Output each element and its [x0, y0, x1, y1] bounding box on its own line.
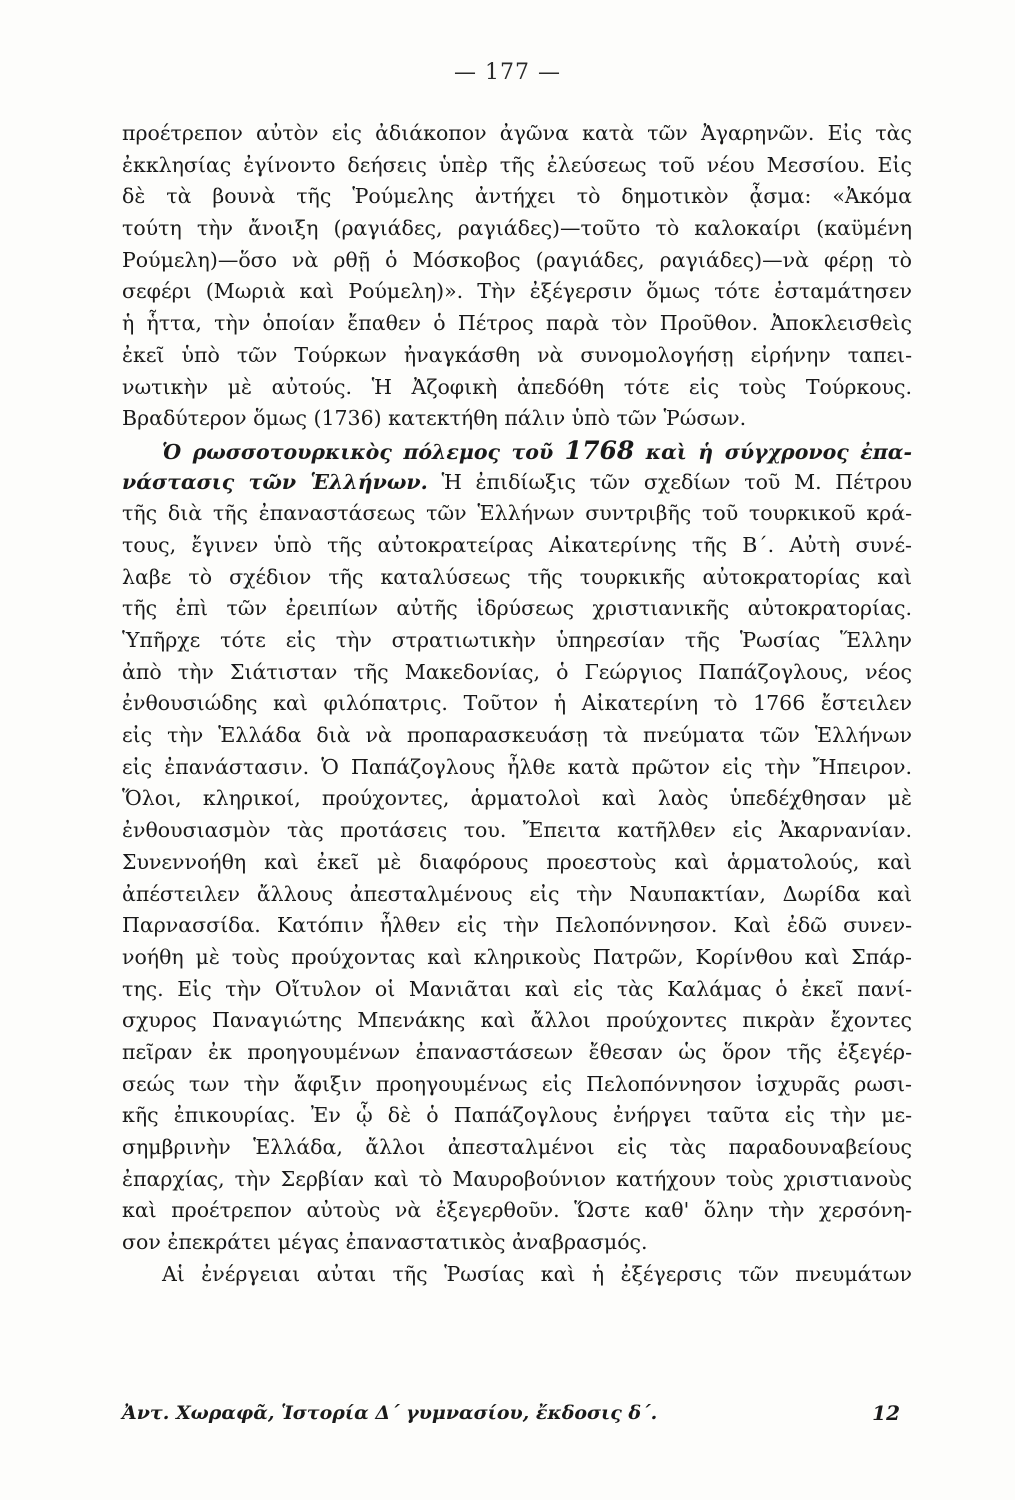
text-line: τῆς ἐπὶ τῶν ἐρειπίων αὐτῆς ἱδρύσεως χριστιανικῆς αὐτοκρατορίας.	[122, 596, 912, 621]
text-line: πεῖραν ἐκ προηγουμένων ἐπαναστάσεων ἔθεσαν ὡς ὅρον τῆς ἐξεγέρ-	[122, 1039, 912, 1064]
text-line: σεφέρι (Μωριὰ καὶ Ρούμελη)». Τὴν ἐξέγερσιν ὅμως τότε ἐσταμάτησεν	[122, 279, 912, 304]
section-heading	[162, 435, 912, 465]
text-line: καὶ προέτρεπον αὐτοὺς νὰ ἐξεγερθοῦν. Ὥστε καθ' ὅλην τὴν χερσόνη-	[122, 1198, 912, 1223]
section-heading-part: Ὁ ρωσσοτουρκικὸς πόλεμος τοῦ	[162, 439, 565, 464]
text-line: εἰς ἐπανάστασιν. Ὁ Παπάζογλους ἦλθε κατὰ πρῶτον εἰς τὴν Ἤπειρον.	[122, 754, 912, 779]
text-line: ἐνθουσιασμὸν τὰς προτάσεις του. Ἔπειτα κατῆλθεν εἰς Ἀκαρνανίαν.	[122, 818, 912, 843]
text-line: σημβρινὴν Ἑλλάδα, ἄλλοι ἀπεσταλμένοι εἰς τὰς παραδουναβείους	[122, 1135, 912, 1159]
text-line: ἐνθουσιώδης καὶ φιλόπατρις. Τοῦτον ἡ Αἰκατερίνη τὸ 1766 ἔστειλεν	[122, 691, 912, 716]
text-line: νωτικὴν μὲ αὐτούς. Ἡ Ἀζοφικὴ ἀπεδόθη τότε εἰς τοὺς Τούρκους.	[122, 374, 912, 399]
text-line: Αἱ ἐνέργειαι αὐται τῆς Ῥωσίας καὶ ἡ ἐξέγερσις τῶν πνευμάτων	[162, 1261, 912, 1286]
text-line: νοήθη μὲ τοὺς προύχοντας καὶ κληρικοὺς Πατρῶν, Κορίνθου καὶ Σπάρ-	[122, 944, 912, 969]
section-heading-end: νάστασις τῶν Ἑλλήνων.	[122, 469, 428, 494]
text-line: ἐκκλησίας ἐγίνοντο δεήσεις ὑπὲρ τῆς ἐλεύσεως τοῦ νέου Μεσσίου. Εἰς	[122, 152, 912, 177]
text-line: Παρνασσίδα. Κατόπιν ἦλθεν εἰς τὴν Πελοπόννησον. Καὶ ἐδῶ συνεν-	[122, 913, 912, 938]
text-line: Βραδύτερον ὅμως (1736) κατεκτήθη πάλιν ὑπὸ τῶν Ῥώσων.	[122, 406, 747, 431]
footer-citation: Ἀντ. Χωραφᾶ, Ἱστορία Δ΄ γυμνασίου, ἔκδοσις δ΄.	[122, 1402, 658, 1424]
text-line: Συνεννοήθη καὶ ἐκεῖ μὲ διαφόρους προεστοὺς καὶ ἁρματολούς, καὶ	[122, 849, 912, 874]
text-line: δὲ τὰ βουνὰ τῆς Ῥούμελης ἀντήχει τὸ δημοτικὸν ᾆσμα: «Ἀκόμα	[122, 184, 912, 209]
text-line: Ὑπῆρχε τότε εἰς τὴν στρατιωτικὴν ὑπηρεσίαν τῆς Ῥωσίας Ἕλλην	[122, 628, 912, 652]
body-text	[122, 118, 912, 1290]
text-line: ἐπαρχίας, τὴν Σερβίαν καὶ τὸ Μαυροβούνιον κατήχουν τοὺς χριστιανοὺς	[122, 1166, 912, 1191]
text-line: τους, ἔγινεν ὑπὸ τῆς αὐτοκρατείρας Αἰκατερίνης τῆς Β΄. Αὐτὴ συνέ-	[122, 532, 912, 557]
text-line: ἀπὸ τὴν Σιάτισταν τῆς Μακεδονίας, ὁ Γεώργιος Παπάζογλους, νέος	[122, 659, 912, 684]
text-line: σχυρος Παναγιώτης Μπενάκης καὶ ἄλλοι προύχοντες πικρὰν ἔχοντες	[122, 1008, 912, 1033]
text-line: ἀπέστειλεν ἄλλους ἀπεσταλμένους εἰς τὴν Ναυπακτίαν, Δωρίδα καὶ	[122, 881, 912, 906]
page-number: — 177 —	[454, 60, 561, 85]
text-line: Ρούμελη)—ὅσο νὰ ρθῇ ὁ Μόσκοβος (ραγιάδες, ραγιάδες)—νὰ φέρῃ τὸ	[122, 247, 912, 272]
text-line: σον ἐπεκράτει μέγας ἐπαναστατικὸς ἀναβρασμός.	[122, 1230, 648, 1255]
text-line: Ὅλοι, κληρικοί, προύχοντες, ἁρματολοὶ καὶ λαὸς ὑπεδέχθησαν μὲ	[122, 786, 912, 811]
section-heading-year: 1768	[564, 435, 635, 465]
page-footer	[122, 1398, 912, 1428]
text-line: κῆς ἐπικουρίας. Ἐν ᾧ δὲ ὁ Παπάζογλους ἐνήργει ταῦτα εἰς τὴν με-	[122, 1103, 912, 1128]
text-line: τῆς διὰ τῆς ἐπαναστάσεως τῶν Ἑλλήνων συντριβῆς τοῦ τουρκικοῦ κρά-	[122, 501, 912, 526]
section-heading-part: καὶ ἡ σύγχρονος ἐπα-	[634, 439, 912, 464]
footer-signature-mark: 12	[872, 1401, 900, 1425]
text-line: ἡ ἧττα, τὴν ὁποίαν ἔπαθεν ὁ Πέτρος παρὰ τὸν Προῦθον. Ἀποκλεισθεὶς	[122, 311, 912, 336]
text-run: Ἡ ἐπιδίωξις τῶν σχεδίων τοῦ Μ. Πέτρου	[427, 469, 912, 494]
text-line: ἐκεῖ ὑπὸ τῶν Τούρκων ἠναγκάσθη νὰ συνομολογήσῃ εἰρήνην ταπει-	[122, 342, 912, 367]
text-line: λαβε τὸ σχέδιον τῆς καταλύσεως τῆς τουρκικῆς αὐτοκρατορίας καὶ	[122, 564, 912, 589]
text-line: εἰς τὴν Ἑλλάδα διὰ νὰ προπαρασκευάσῃ τὰ πνεύματα τῶν Ἑλλήνων	[122, 723, 912, 748]
section-heading-line	[122, 435, 912, 467]
text-line: προέτρεπον αὐτὸν εἰς ἀδιάκοπον ἀγῶνα κατὰ τῶν Ἀγαρηνῶν. Εἰς τὰς	[122, 121, 912, 145]
text-line: τούτη τὴν ἄνοιξη (ραγιάδες, ραγιάδες)—τοῦτο τὸ καλοκαίρι (καϋμένη	[122, 216, 912, 241]
section-heading-line	[122, 467, 912, 499]
text-line: σεώς των τὴν ἄφιξιν προηγουμένως εἰς Πελοπόννησον ἰσχυρᾶς ρωσι-	[122, 1071, 912, 1096]
text-line: της. Εἰς τὴν Οἴτυλον οἱ Μανιᾶται καὶ εἰς τὰς Καλάμας ὁ ἐκεῖ πανί-	[122, 976, 912, 1001]
